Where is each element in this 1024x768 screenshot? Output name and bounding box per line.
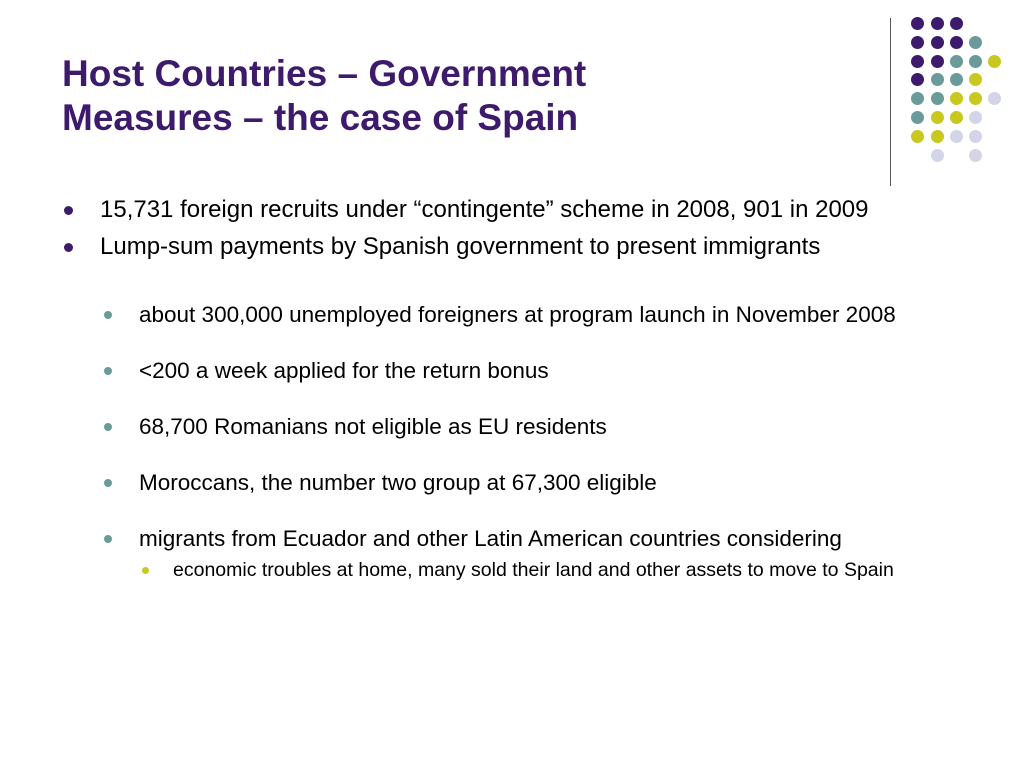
decor-dot: [911, 17, 924, 30]
sub-bullet-item: [62, 302, 1012, 327]
sub-bullet-text: 68,700 Romanians not eligible as EU residents: [139, 414, 607, 439]
decor-dot: [911, 36, 924, 49]
sub-bullet-text: <200 a week applied for the return bonus: [139, 358, 549, 383]
decor-dot: [969, 149, 982, 162]
sub-bullet-item: [62, 526, 1012, 551]
bullet-item: [62, 196, 1012, 223]
decor-dot: [931, 149, 944, 162]
sub-sub-bullet-item: [62, 559, 1012, 581]
decor-dot: [950, 36, 963, 49]
decor-dot: [911, 73, 924, 86]
sub-sub-bullet-text: economic troubles at home, many sold their land and other assets to move to Spain: [173, 559, 894, 581]
sub-bullet-dot-icon: [104, 367, 112, 375]
decor-dot: [931, 92, 944, 105]
sub-bullet-item: [62, 470, 1012, 495]
bullet-text: Lump-sum payments by Spanish government to present immigrants: [100, 233, 821, 260]
sub-bullet-text: about 300,000 unemployed foreigners at program launch in November 2008: [139, 302, 896, 327]
sub-bullet-item: [62, 414, 1012, 439]
decor-dot: [911, 130, 924, 143]
decor-dot: [969, 55, 982, 68]
sub-bullet-text: migrants from Ecuador and other Latin American countries considering: [139, 526, 842, 551]
decor-dot: [911, 92, 924, 105]
decor-dot: [969, 111, 982, 124]
sub-bullet-dot-icon: [104, 311, 112, 319]
decor-dot: [931, 73, 944, 86]
decor-dot: [950, 17, 963, 30]
bullet-text: 15,731 foreign recruits under “contingente” scheme in 2008, 901 in 2009: [100, 196, 869, 223]
vertical-divider: [890, 18, 891, 186]
decorative-dot-grid: [0, 0, 1024, 170]
decor-dot: [931, 17, 944, 30]
decor-dot: [950, 111, 963, 124]
decor-dot: [911, 111, 924, 124]
sub-bullet-item: [62, 358, 1012, 383]
sub-bullet-dot-icon: [104, 423, 112, 431]
sub-bullet-text: Moroccans, the number two group at 67,300 eligible: [139, 470, 657, 495]
decor-dot: [931, 111, 944, 124]
decor-dot: [931, 55, 944, 68]
slide-title-line-2: Measures – the case of Spain: [62, 97, 579, 138]
decor-dot: [950, 130, 963, 143]
decor-dot: [950, 92, 963, 105]
decor-dot: [931, 36, 944, 49]
decor-dot: [988, 92, 1001, 105]
decor-dot: [931, 130, 944, 143]
decor-dot: [969, 92, 982, 105]
sub-bullet-dot-icon: [104, 535, 112, 543]
bullet-dot-icon: [64, 243, 73, 252]
decor-dot: [950, 73, 963, 86]
decor-dot: [969, 130, 982, 143]
sub-sub-bullet-dot-icon: [142, 567, 149, 574]
decor-dot: [969, 36, 982, 49]
decor-dot: [988, 55, 1001, 68]
decor-dot: [950, 55, 963, 68]
decor-dot: [969, 73, 982, 86]
slide-body: [62, 196, 1012, 581]
decor-dot: [911, 55, 924, 68]
bullet-dot-icon: [64, 206, 73, 215]
bullet-item: [62, 233, 1012, 260]
slide-title-line-1: Host Countries – Government: [62, 53, 587, 94]
sub-bullet-dot-icon: [104, 479, 112, 487]
